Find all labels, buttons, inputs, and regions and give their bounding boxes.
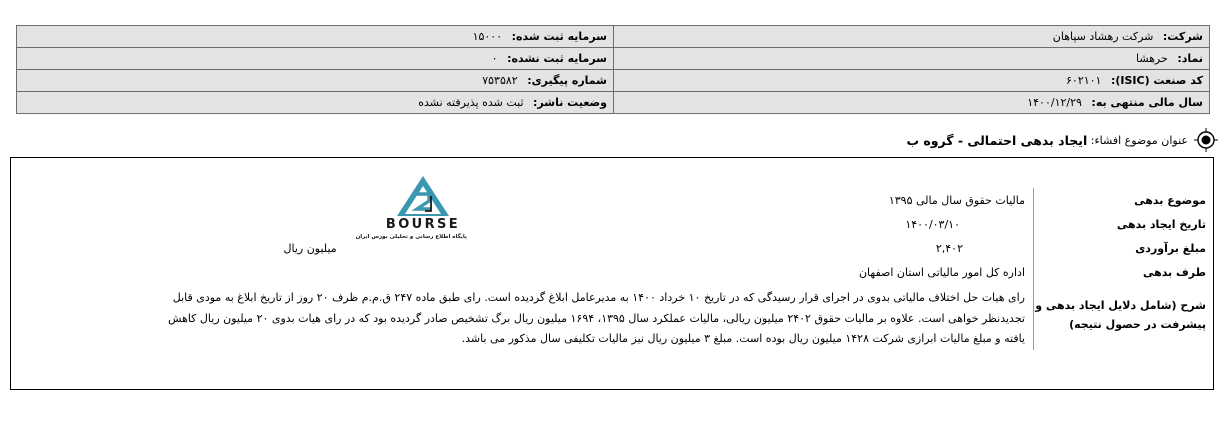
- estimated-amount-number: ۲,۴۰۲: [935, 241, 963, 255]
- symbol-label: نماد:: [1177, 52, 1203, 65]
- isic-cell: [614, 70, 1210, 92]
- fiscal-year-cell: [614, 92, 1210, 114]
- logo-subtitle: پایگاه اطلاع رسانی و تحلیلی بورس ایران: [355, 234, 467, 240]
- disclosure-body: [10, 157, 1214, 390]
- publisher-status-value: ثبت شده پذیرفته نشده: [418, 96, 524, 109]
- symbol-value: حرهشا: [1135, 52, 1168, 65]
- registered-capital-value: ۱۵۰۰۰: [472, 30, 503, 43]
- unregistered-capital-cell: [17, 48, 614, 70]
- detail-row: [145, 212, 1210, 236]
- company-cell: [614, 26, 1210, 48]
- debt-date-value: [145, 212, 1034, 236]
- isic-value: ۶۰۲۱۰۱: [1066, 74, 1102, 87]
- company-info-table: [16, 25, 1210, 114]
- detail-row: [145, 236, 1210, 260]
- debt-details-table: [145, 188, 1210, 350]
- symbol-cell: [614, 48, 1210, 70]
- company-value: شرکت رهشاد سپاهان: [1052, 30, 1154, 43]
- isic-label: کد صنعت (ISIC):: [1110, 74, 1203, 87]
- counterparty-label: طرف بدهی: [1034, 260, 1211, 284]
- debt-date-text: ۱۴۰۰/۰۳/۱۰: [905, 217, 960, 231]
- publisher-status-label: وضعیت ناشر:: [533, 96, 607, 109]
- explanation-value: رای هیات حل اختلاف مالیاتی بدوی در اجرای قرار رسیدگی که در تاریخ ۱۰ خرداد ۱۴۰۰ به مدیرعامل ابلاغ گردیده است. رای طبق ماده ۲۴۷ ق.م.م ظرف ۲۰ روز از تاریخ ابلاغ به مودی قابل تجدیدنظر خواهی است. علاوه بر مالیات حقوق ۲۴۰۲ میلیون ریالی، مالیات عملکرد سال ۱۳۹۵، ۱۶۹۴ میلیون ریال برگ تشخیص صادر گردیده بود که در رای هیات بدوی ۲۰ میلیون ریال کاهش یافته و مبلغ مالیات ابرازی شرکت ۱۴۲۸ میلیون ریال بوده است. مبلغ ۳ میلیون ریال نیز مالیات تکلیفی سال مذکور می باشد.: [168, 291, 1025, 345]
- detail-row: [145, 284, 1210, 350]
- tracking-cell: [17, 70, 614, 92]
- subject-value: ایجاد بدهی احتمالی - گروه ب: [906, 132, 1088, 148]
- detail-row: [145, 260, 1210, 284]
- info-row: [17, 70, 1210, 92]
- info-row: [17, 48, 1210, 70]
- registered-capital-label: سرمایه ثبت شده:: [511, 30, 607, 43]
- registered-capital-cell: [17, 26, 614, 48]
- tracking-value: ۷۵۳۵۸۲: [482, 74, 518, 87]
- unregistered-capital-label: سرمایه ثبت نشده:: [507, 52, 607, 65]
- info-row: [17, 26, 1210, 48]
- fiscal-year-label: سال مالی منتهی به:: [1091, 96, 1203, 109]
- estimated-amount-unit: میلیون ریال: [283, 241, 337, 255]
- logo-wordmark: BOURSE: [385, 217, 461, 232]
- debt-subject-value: مالیات حقوق سال مالی ۱۳۹۵: [888, 193, 1025, 207]
- disclosure-subject: [906, 129, 1218, 151]
- unregistered-capital-value: ۰: [491, 52, 498, 65]
- tracking-label: شماره پیگیری:: [527, 74, 607, 87]
- publisher-status-cell: [17, 92, 614, 114]
- info-row: [17, 92, 1210, 114]
- debt-date-label: تاریخ ایجاد بدهی: [1034, 212, 1211, 236]
- target-icon: [1194, 128, 1218, 152]
- debt-subject-label: موضوع بدهی: [1034, 188, 1211, 212]
- explanation-cell: [145, 284, 1034, 350]
- subject-label: عنوان موضوع افشاء:: [1090, 133, 1188, 147]
- estimated-amount-label: مبلغ برآوردی: [1034, 236, 1211, 260]
- detail-row: [145, 188, 1210, 212]
- estimated-amount-value: [337, 236, 1034, 260]
- explanation-label: شرح (شامل دلایل ایجاد بدهی و پیشرفت در حصول نتیجه): [1034, 284, 1211, 350]
- company-label: شرکت:: [1162, 30, 1203, 43]
- fiscal-year-value: ۱۴۰۰/۱۲/۲۹: [1027, 96, 1082, 109]
- counterparty-value: اداره کل امور مالیاتی استان اصفهان: [858, 265, 1025, 279]
